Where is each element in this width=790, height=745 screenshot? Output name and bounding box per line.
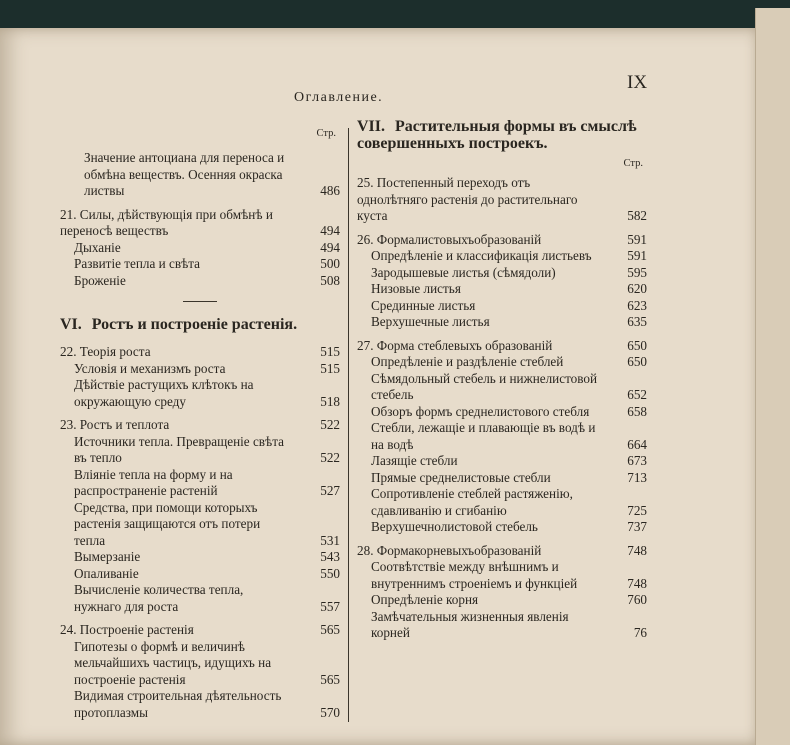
- toc-entry-page: 591: [627, 231, 647, 247]
- toc-entry: [60, 377, 340, 410]
- toc-entry: [357, 265, 647, 282]
- toc-entry: [60, 467, 340, 500]
- toc-entry-title: Источники тепла. Превращеніе свѣта въ тепло: [74, 433, 284, 465]
- toc-entry: [60, 256, 340, 273]
- chapter-heading: [60, 316, 340, 334]
- toc-entry-page: 725: [627, 502, 647, 518]
- toc-entry-title: Опредѣленіе и раздѣленіе стеблей: [371, 354, 564, 369]
- toc-entry: [60, 582, 340, 615]
- toc-entry: [357, 592, 647, 609]
- toc-entry: [357, 519, 647, 536]
- toc-entry-title: Гипотезы о формѣ и величинѣ мельчайшихъ частицъ, идущихъ на построеніе растенія: [74, 638, 272, 687]
- toc-entry-title: Вымерзаніе: [74, 549, 141, 564]
- left-column: [60, 128, 340, 721]
- page-header: Оглавление.: [294, 90, 384, 105]
- toc-entry-page: 76: [633, 625, 647, 640]
- chapter-title: Растительныя формы въ смыслѣ совершенныхъ построекъ.: [357, 118, 637, 152]
- toc-entry: [60, 344, 340, 361]
- toc-entry-page: 673: [627, 453, 647, 468]
- toc-entry-page: 652: [627, 387, 647, 402]
- toc-entry-title: Вліяніе тепла на форму и на распространеніе растеній: [74, 466, 233, 498]
- toc-entry-title: Условія и механизмъ роста: [74, 360, 226, 376]
- toc-entry-page: 582: [627, 208, 647, 223]
- toc-entry-page: 591: [627, 248, 647, 263]
- toc-entry: [357, 248, 647, 265]
- toc-entry-title: Верхушечнолистовой стебель: [371, 519, 538, 534]
- toc-entry-title: Замѣчательныя жизненныя явленія корней: [371, 608, 569, 640]
- toc-entry: [60, 273, 340, 290]
- toc-entry: [357, 314, 647, 331]
- toc-entry-title: Значение антоциана для переноса и обмѣна веществъ. Осенняя окраска листвы: [84, 150, 285, 198]
- toc-entry-title: Соотвѣтствіе между внѣшнимъ и внутреннимъ строеніемъ и функціей: [371, 559, 578, 591]
- toc-entry-title: 23. Ростъ и теплота: [60, 417, 170, 432]
- toc-entry: [357, 298, 647, 315]
- toc-entry-page: 515: [320, 360, 340, 376]
- toc-entry-page: 508: [320, 272, 340, 288]
- toc-entry: [60, 500, 340, 550]
- toc-list-a: [60, 150, 340, 289]
- toc-entry-title: Срединные листья: [371, 297, 476, 313]
- toc-entry: [357, 281, 647, 298]
- toc-entry: [60, 150, 340, 200]
- toc-entry: [60, 207, 340, 240]
- toc-entry-page: 635: [627, 314, 647, 329]
- toc-entry-page: 522: [320, 417, 340, 432]
- chapter-number: VI.: [60, 316, 82, 333]
- toc-entry: [60, 549, 340, 566]
- page-number: IX: [627, 72, 648, 93]
- toc-entry: [357, 559, 647, 592]
- toc-entry-title: Обзоръ формъ среднелистового стебля: [371, 403, 590, 419]
- toc-entry-page: 565: [320, 622, 340, 637]
- toc-entry-title: Сопротивленіе стеблей растяженію, сдавливанію и сгибанію: [371, 486, 573, 518]
- toc-entry-page: 486: [320, 183, 340, 198]
- toc-entry: [60, 622, 340, 639]
- toc-entry: [60, 240, 340, 257]
- toc-entry: [60, 434, 340, 467]
- toc-entry-page: 543: [320, 549, 340, 564]
- toc-entry-title: Дыханіе: [74, 239, 121, 255]
- toc-entry-title: 22. Теорія роста: [60, 344, 151, 359]
- toc-entry-title: Средства, при помощи которыхъ растенія защищаются отъ потери тепла: [74, 499, 261, 548]
- toc-entry-title: Опаливаніе: [74, 565, 139, 581]
- chapter-number: VII.: [357, 118, 386, 135]
- toc-entry: [357, 470, 647, 487]
- toc-entry-page: 658: [627, 403, 647, 419]
- toc-entry-page: 494: [320, 239, 340, 255]
- toc-entry-page: 650: [627, 337, 647, 353]
- column-divider: [348, 128, 349, 722]
- toc-entry-title: 25. Постепенный переходъ отъ однолѣтняго растенія до растительнаго куста: [357, 175, 578, 223]
- toc-entry-page: 500: [320, 256, 340, 271]
- toc-entry-title: Зародышевые листья (сѣмядоли): [371, 264, 556, 280]
- toc-entry-page: 494: [320, 223, 340, 238]
- toc-list-b: [60, 344, 340, 721]
- toc-entry-page: 748: [627, 575, 647, 591]
- toc-entry-page: 748: [627, 542, 647, 558]
- toc-entry: [357, 175, 647, 225]
- toc-entry-title: Опредѣленіе корня: [371, 592, 479, 607]
- toc-entry: [357, 486, 647, 519]
- toc-entry-title: 27. Форма стеблевыхъ образованій: [357, 337, 553, 353]
- toc-entry: [60, 361, 340, 378]
- toc-entry-page: 623: [627, 297, 647, 313]
- toc-entry-title: Лазящіе стебли: [371, 453, 458, 468]
- toc-entry: [60, 688, 340, 721]
- toc-entry-title: Дѣйствіе растущихъ клѣтокъ на окружающую среду: [74, 377, 254, 409]
- toc-entry-page: 515: [320, 344, 340, 359]
- toc-entry-title: Стебли, лежащіе и плавающіе въ водѣ и на водѣ: [371, 420, 596, 452]
- toc-entry-page: 650: [627, 354, 647, 369]
- toc-entry-title: 28. Формакорневыхъобразованій: [357, 542, 542, 558]
- chapter-title: Ростъ и построеніе растенія.: [91, 316, 298, 333]
- toc-entry-page: 531: [320, 532, 340, 548]
- toc-entry-page: 760: [627, 592, 647, 607]
- toc-list: [357, 175, 647, 642]
- toc-entry: [60, 566, 340, 583]
- toc-entry-page: 565: [320, 671, 340, 687]
- toc-entry-title: Опредѣленіе и классификація листьевъ: [371, 248, 592, 263]
- toc-entry-title: Верхушечные листья: [371, 314, 490, 329]
- toc-entry-title: Развитіе тепла и свѣта: [74, 256, 201, 271]
- toc-entry-title: Сѣмядольный стебель и нижнелистовой стебель: [371, 370, 598, 402]
- toc-entry: [60, 417, 340, 434]
- toc-entry: [357, 453, 647, 470]
- toc-entry-page: 737: [627, 519, 647, 534]
- toc-entry-page: 713: [627, 469, 647, 485]
- toc-entry: [357, 543, 647, 560]
- toc-entry: [357, 354, 647, 371]
- page-column-label: Стр.: [316, 128, 336, 139]
- toc-entry-title: Броженіе: [74, 272, 126, 288]
- toc-entry-title: 26. Формалистовыхъобразованій: [357, 231, 542, 247]
- toc-entry: [60, 639, 340, 689]
- toc-entry-page: 557: [320, 598, 340, 614]
- toc-entry: [357, 338, 647, 355]
- toc-entry: [357, 404, 647, 421]
- toc-entry-title: 21. Силы, дѣйствующія при обмѣнѣ и переносѣ веществъ: [60, 206, 273, 238]
- toc-entry: [357, 371, 647, 404]
- toc-entry-page: 595: [627, 264, 647, 280]
- right-column: [357, 118, 647, 642]
- toc-entry-page: 550: [320, 565, 340, 581]
- toc-entry-page: 664: [627, 436, 647, 452]
- toc-entry: [357, 609, 647, 642]
- toc-entry-page: 620: [627, 281, 647, 296]
- toc-entry-title: Вычисленіе количества тепла, нужнаго для роста: [74, 582, 244, 614]
- toc-entry-page: 522: [320, 450, 340, 465]
- toc-entry-title: Видимая строительная дѣятельность протоплазмы: [74, 688, 282, 720]
- page-edge: [755, 8, 790, 745]
- toc-entry-page: 570: [320, 704, 340, 720]
- toc-entry: [357, 232, 647, 249]
- toc-entry: [357, 420, 647, 453]
- toc-entry-page: 518: [320, 393, 340, 409]
- toc-entry-page: 527: [320, 483, 340, 498]
- section-divider: [183, 301, 217, 302]
- toc-entry-title: 24. Построеніе растенія: [60, 622, 194, 637]
- chapter-heading: [357, 118, 647, 152]
- toc-entry-title: Прямые среднелистовые стебли: [371, 469, 551, 485]
- toc-entry-title: Низовые листья: [371, 281, 461, 296]
- page-column-label: Стр.: [623, 158, 643, 169]
